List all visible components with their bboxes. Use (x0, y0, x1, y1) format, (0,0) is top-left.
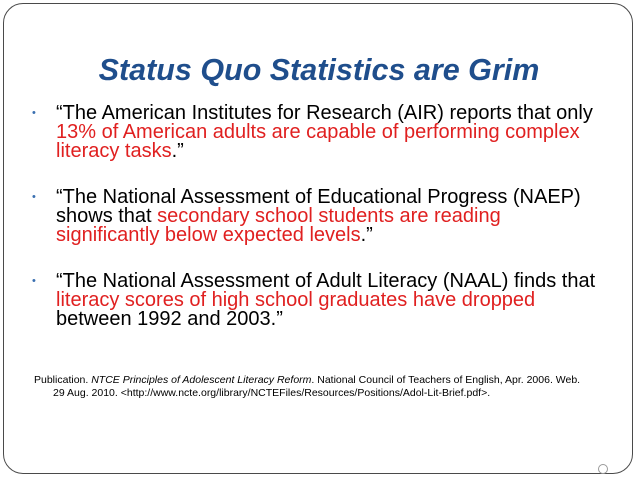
citation (34, 374, 609, 400)
bullet-item (32, 188, 602, 245)
citation-line-2: 29 Aug. 2010. <http://www.ncte.org/library/NCTEFiles/Resources/Positions/Adol-Lit-Brief.pdf>. (53, 387, 491, 399)
bullet-text-segment: “The National Assessment of Educational Progress (NAEP) shows that (56, 186, 581, 227)
bullet-text-segment: .” (360, 224, 373, 246)
bullet-text-segment: between 1992 and 2003.” (56, 308, 283, 330)
bullet-text-segment: “The National Assessment of Adult Literacy (NAAL) finds that (56, 270, 596, 292)
bullet-text-segment: .” (171, 140, 184, 162)
citation-prefix: Publication. (34, 374, 92, 386)
citation-line-1 (34, 374, 609, 387)
bullet-dot-icon: • (32, 191, 36, 203)
bullet-item (32, 272, 602, 329)
citation-details: . National Council of Teachers of English, Apr. 2006. Web. (311, 374, 581, 386)
bullet-dot-icon: • (32, 275, 36, 287)
slide-number-dot (598, 464, 608, 474)
bullet-text-segment: “The American Institutes for Research (AIR) reports that only (56, 102, 593, 124)
bullet-list (32, 104, 602, 356)
citation-title: NTCE Principles of Adolescent Literacy Reform (91, 374, 312, 386)
slide-title: Status Quo Statistics are Grim (98, 53, 540, 87)
bullet-highlight-text: literacy scores of high school graduates have dropped (56, 289, 536, 311)
bullet-highlight-text: secondary school students are reading significantly below expected levels (56, 205, 501, 246)
bullet-item (32, 104, 602, 161)
bullet-highlight-text: 13% of American adults are capable of performing complex literacy tasks (56, 121, 580, 162)
bullet-dot-icon: • (32, 107, 36, 119)
